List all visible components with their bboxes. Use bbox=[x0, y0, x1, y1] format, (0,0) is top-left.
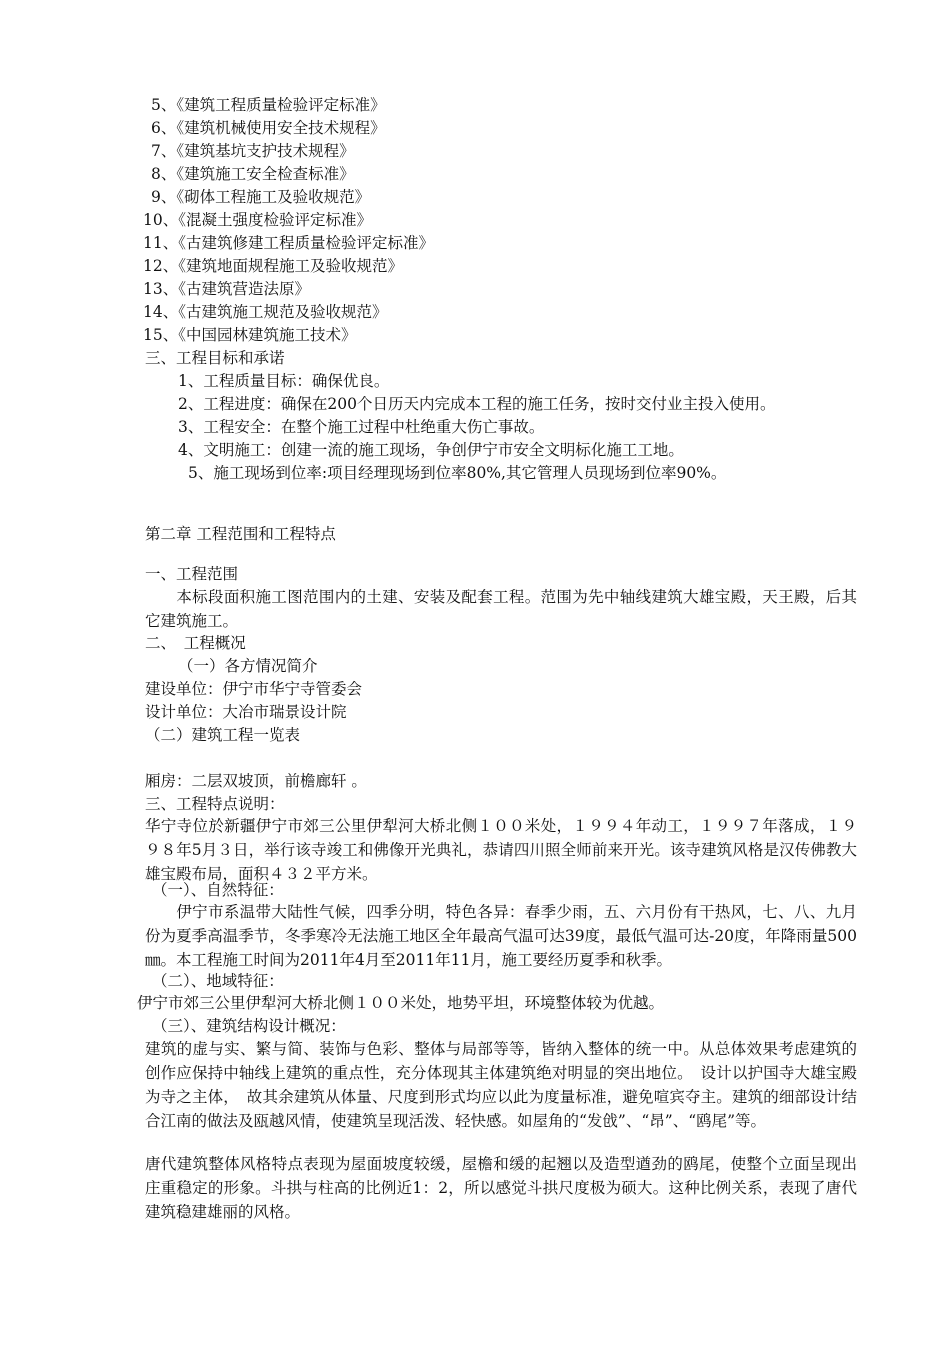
goal-item: 3、工程安全：在整个施工过程中杜绝重大伤亡事故。 bbox=[178, 418, 545, 436]
reference-item: 15、《中国园林建筑施工技术》 bbox=[143, 326, 357, 344]
subsection-heading: （一）各方情况简介 bbox=[178, 657, 318, 675]
subsection-heading: （二）、地域特征： bbox=[152, 972, 284, 990]
reference-item: 9、《砌体工程施工及验收规范》 bbox=[151, 188, 371, 206]
scope-text: 本标段面积施工图范围内的土建、安装及配套工程。范围为先中轴线建筑大雄宝殿，天王殿，后其它建筑施工。 bbox=[145, 588, 857, 630]
section-heading: 三、工程特点说明： bbox=[145, 795, 285, 813]
region-text: 伊宁市郊三公里伊犁河大桥北侧１００米处，地势平坦，环境整体较为优越。 bbox=[137, 994, 665, 1012]
structure-paragraph-2: 唐代建筑整体风格特点表现为屋面坡度较缓，屋檐和缓的起翘以及造型遒劲的鸥尾，使整个立面呈现出庄重稳定的形象。斗拱与柱高的比例近1：2，所以感觉斗拱尺度极为硕大。这种比例关系，表现了唐代建筑稳建雄丽的风格。 bbox=[145, 1155, 857, 1221]
design-unit: 设计单位：大冶市瑞景设计院 bbox=[145, 703, 347, 721]
subsection-heading: （二）建筑工程一览表 bbox=[145, 726, 301, 744]
section-heading: 三、工程目标和承诺 bbox=[145, 349, 285, 367]
reference-item: 8、《建筑施工安全检查标准》 bbox=[151, 165, 355, 183]
wing-room-line: 厢房：二层双坡顶，前檐廊轩 。 bbox=[145, 772, 367, 790]
reference-item: 5、《建筑工程质量检验评定标准》 bbox=[151, 96, 386, 114]
reference-item: 11、《古建筑修建工程质量检验评定标准》 bbox=[143, 234, 434, 252]
reference-item: 12、《建筑地面规程施工及验收规范》 bbox=[143, 257, 403, 275]
goal-item: 2、工程进度：确保在200个日历天内完成本工程的施工任务，按时交付业主投入使用。 bbox=[178, 395, 776, 413]
reference-item: 13、《古建筑营造法原》 bbox=[143, 280, 310, 298]
goal-item: 1、工程质量目标：确保优良。 bbox=[178, 372, 390, 390]
reference-item: 10、《混凝土强度检验评定标准》 bbox=[143, 211, 372, 229]
goal-item: 5、施工现场到位率:项目经理现场到位率80%,其它管理人员现场到位率90%。 bbox=[188, 464, 727, 482]
reference-item: 6、《建筑机械使用安全技术规程》 bbox=[151, 119, 386, 137]
goal-item: 4、文明施工：创建一流的施工现场，争创伊宁市安全文明标化施工工地。 bbox=[178, 441, 684, 459]
subsection-heading: （一）、自然特征： bbox=[152, 881, 284, 899]
section-heading: 一、工程范围 bbox=[145, 565, 239, 583]
features-paragraph: 华宁寺位於新疆伊宁市郊三公里伊犁河大桥北侧１００米处，１９９４年动工，１９９７年落成，１９９８年5月３日，举行该寺竣工和佛像开光典礼，恭请四川照全师前来开光。该寺建筑风格是汉传佛教大雄宝殿布局，面积４３２平方米。 bbox=[145, 817, 857, 883]
subsection-heading: （三）、建筑结构设计概况： bbox=[152, 1017, 346, 1035]
builder-unit: 建设单位：伊宁市华宁寺管委会 bbox=[145, 680, 363, 698]
scope-paragraph bbox=[145, 585, 857, 633]
natural-paragraph bbox=[145, 900, 857, 972]
reference-item: 14、《古建筑施工规范及验收规范》 bbox=[143, 303, 388, 321]
chapter-title: 第二章 工程范围和工程特点 bbox=[145, 525, 336, 543]
section-heading: 二、 工程概况 bbox=[145, 634, 246, 652]
reference-item: 7、《建筑基坑支护技术规程》 bbox=[151, 142, 355, 160]
structure-paragraph-1: 建筑的虚与实、繁与简、装饰与色彩、整体与局部等等，皆纳入整体的统一中。从总体效果考虑建筑的创作应保持中轴线上建筑的重点性，充分体现其主体建筑绝对明显的突出地位。 设计以护国寺大雄宝殿为寺之主体， 故其余建筑从体量、尺度到形式均应以此为度量标准，避免喧宾夺主。建筑的细部设计结合江南的做法及瓯越风情，使建筑呈现活泼、轻快感。如屋角的“发戗”、“昂”、“鸥尾”等。 bbox=[145, 1040, 857, 1130]
natural-text: 伊宁市系温带大陆性气候，四季分明，特色各异：春季少雨，五、六月份有干热风，七、八、九月份为夏季高温季节，冬季寒冷无法施工地区全年最高气温可达39度，最低气温可达-20度，年降雨量500㎜。本工程施工时间为2011年4月至2011年11月，施工要经历夏季和秋季。 bbox=[145, 903, 857, 969]
